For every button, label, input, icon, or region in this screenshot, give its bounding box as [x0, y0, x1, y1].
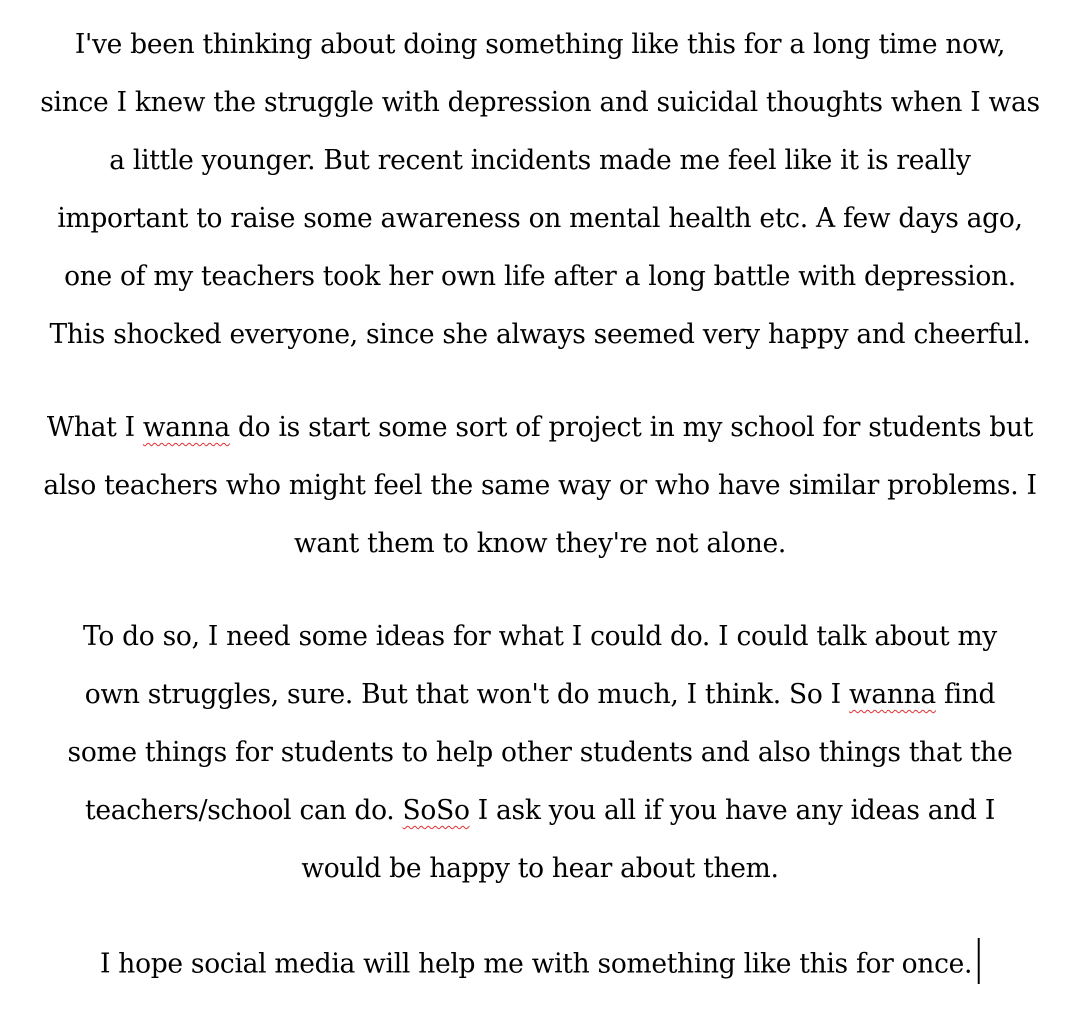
text-run: find [935, 679, 996, 710]
text-line: would be happy to hear about them. [301, 853, 779, 884]
text-line: important to raise some awareness on mental health etc. A few days ago, [57, 203, 1023, 234]
text-line: This shocked everyone, since she always seemed very happy and cheerful. [49, 319, 1031, 350]
text-run: I ask you all if you have any ideas and I [469, 795, 996, 826]
misspelled-word[interactable]: wanna [142, 412, 230, 443]
text-line [10, 675, 1070, 715]
text-run: What I [46, 412, 143, 443]
text-line: one of my teachers took her own life after a long battle with depression. [64, 261, 1016, 292]
text-line [10, 408, 1070, 448]
text-line: also teachers who might feel the same way or who have similar problems. I [43, 470, 1037, 501]
text-line: some things for students to help other students and also things that the [67, 737, 1013, 768]
text-line: a little younger. But recent incidents made me feel like it is really [109, 145, 971, 176]
misspelled-word[interactable]: SoSo [402, 795, 470, 826]
text-line: I've been thinking about doing something like this for a long time now, [74, 29, 1006, 60]
text-run: do is start some sort of project in my school for students but [229, 412, 1034, 443]
text-run: I hope social media will help me with something like this for once. [100, 948, 973, 980]
misspelled-word[interactable]: wanna [848, 679, 936, 710]
text-line: want them to know they're not alone. [293, 528, 787, 559]
text-line [10, 942, 1070, 982]
text-line: since I knew the struggle with depression and suicidal thoughts when I was [40, 87, 1040, 118]
text-run: teachers/school can do. [84, 795, 403, 826]
text-line: To do so, I need some ideas for what I could do. I could talk about my [83, 621, 997, 652]
text-run: own struggles, sure. But that won't do much, I think. So I [84, 679, 849, 710]
text-cursor [978, 938, 980, 984]
text-line [10, 791, 1070, 831]
